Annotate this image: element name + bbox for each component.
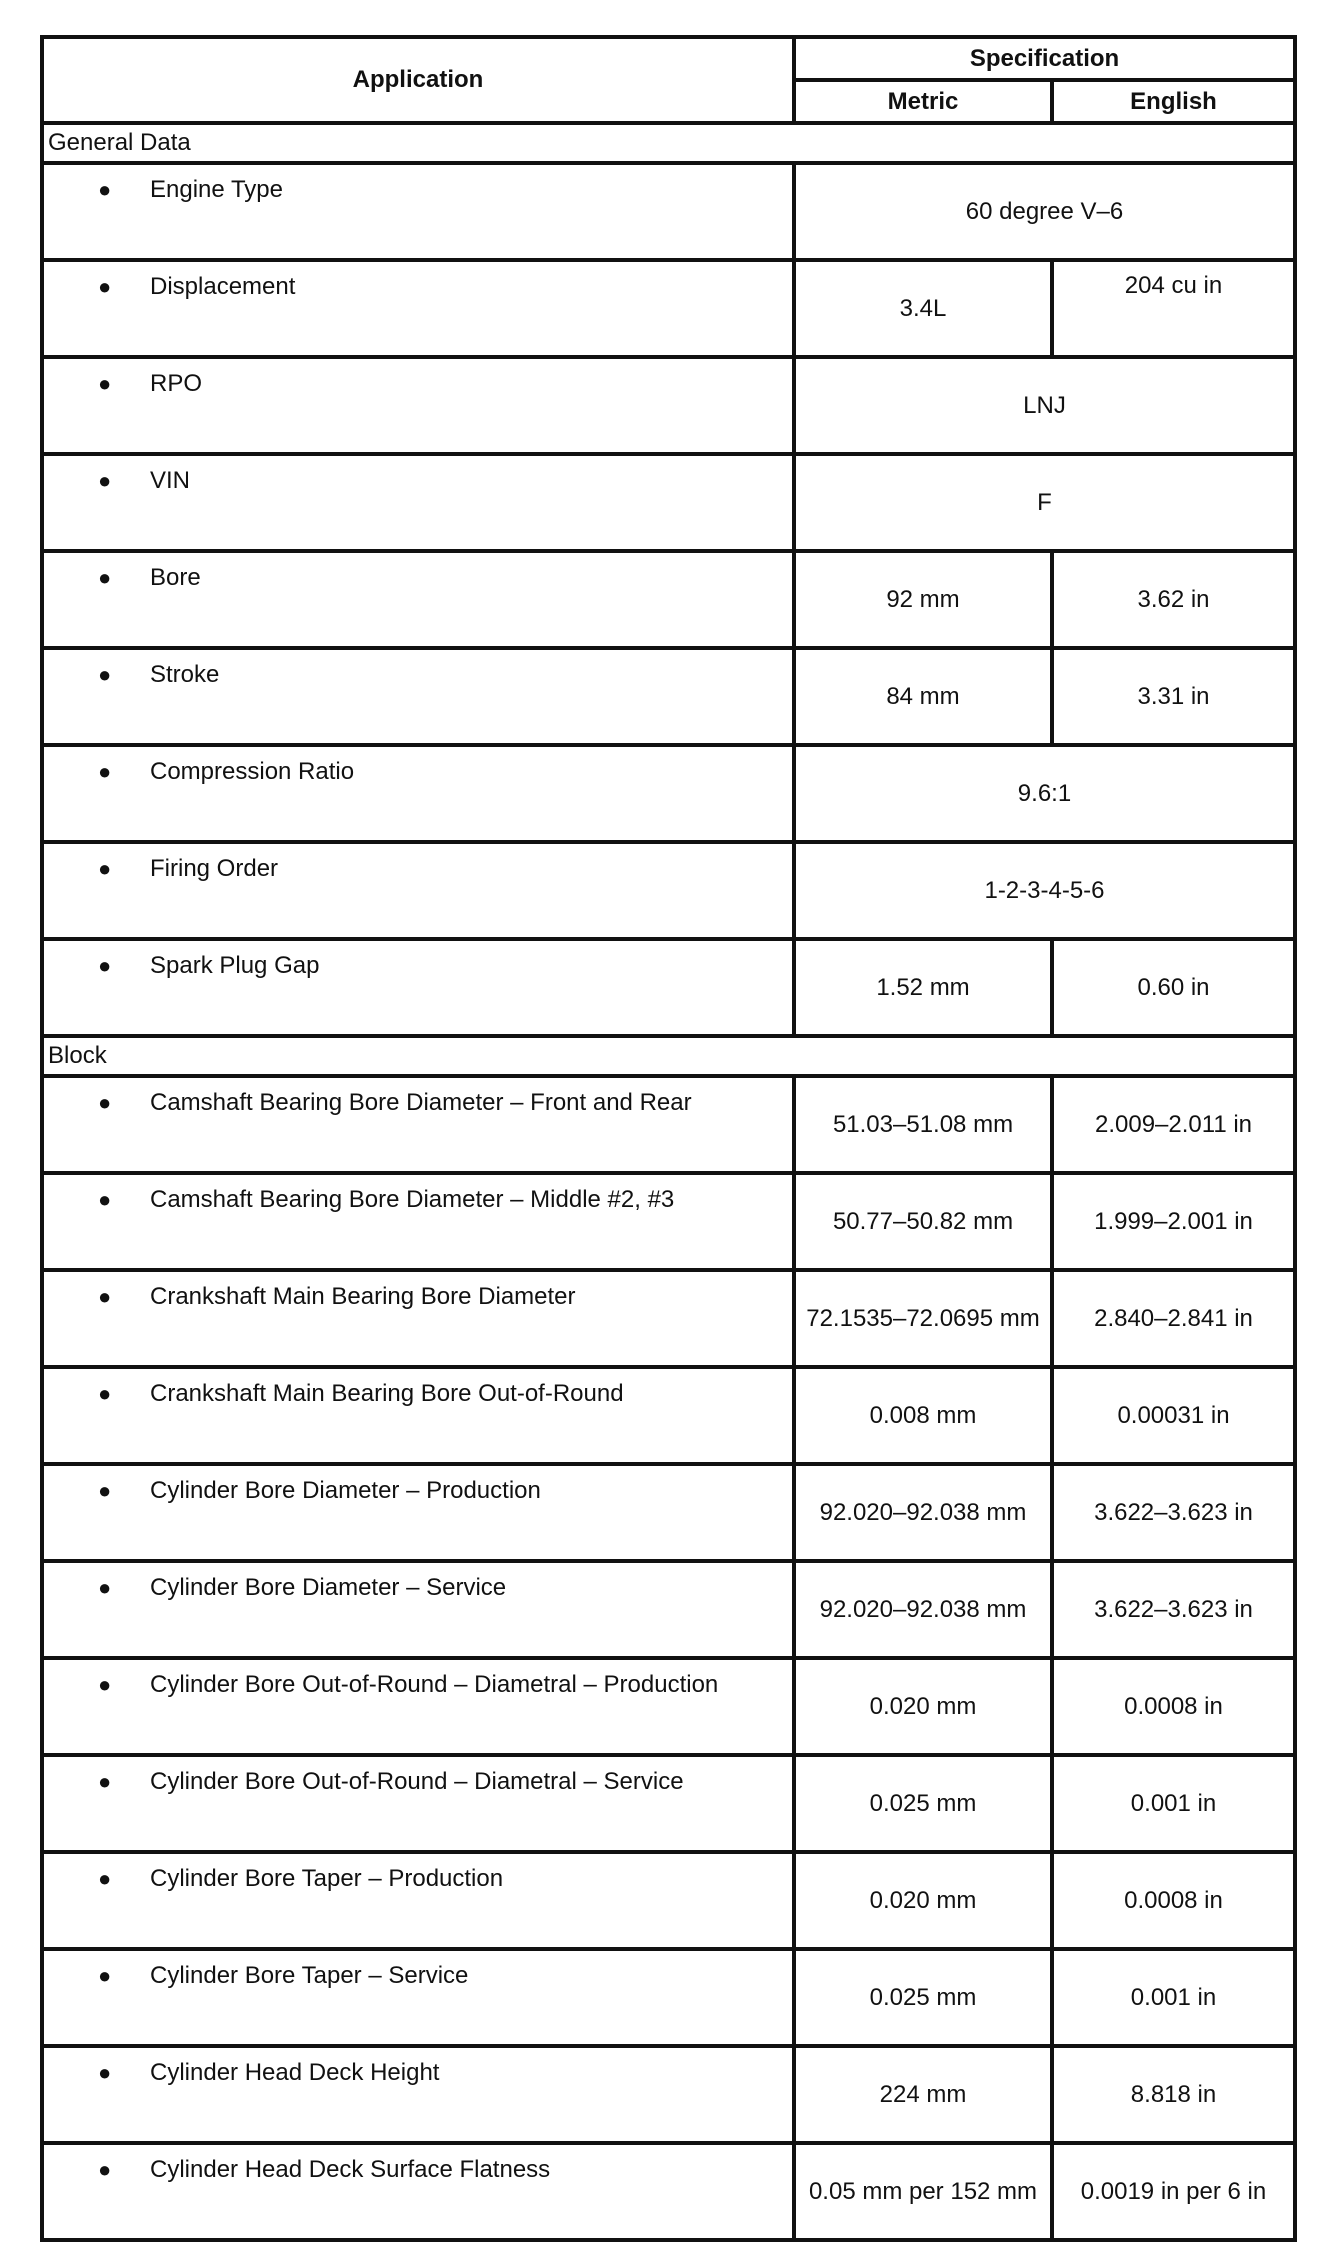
english-value: 2.009–2.011 in [1052,1076,1295,1173]
english-value: 0.0019 in per 6 in [1052,2143,1295,2240]
bullet-icon: ● [98,1963,112,1988]
section-row [42,123,1295,163]
table-row [42,260,1295,357]
application-cell [42,648,794,745]
bullet-icon: ● [98,1866,112,1891]
metric-value: 0.008 mm [794,1367,1052,1464]
metric-value: 0.020 mm [794,1658,1052,1755]
table-row [42,745,1295,842]
table-row [42,842,1295,939]
bullet-icon: ● [98,2060,112,2085]
application-cell [42,842,794,939]
metric-value: 72.1535–72.0695 mm [794,1270,1052,1367]
english-value: 3.31 in [1052,648,1295,745]
bullet-icon: ● [98,953,112,978]
table-row [42,454,1295,551]
bullet-icon: ● [98,1769,112,1794]
section-row [42,1036,1295,1076]
application-cell [42,939,794,1036]
application-label: Crankshaft Main Bearing Bore Diameter [150,1283,576,1310]
application-label: Cylinder Bore Out-of-Round – Diametral – Production [150,1671,719,1698]
metric-header: Metric [794,80,1052,123]
table-row [42,1173,1295,1270]
application-cell [42,1852,794,1949]
table-row [42,163,1295,260]
table-body [42,123,1295,2240]
table-row [42,551,1295,648]
specification-value: 60 degree V–6 [794,163,1295,260]
specification-value: LNJ [794,357,1295,454]
metric-value: 0.025 mm [794,1949,1052,2046]
application-label: Cylinder Bore Out-of-Round – Diametral – Service [150,1768,684,1795]
bullet-icon: ● [98,565,112,590]
metric-value: 0.025 mm [794,1755,1052,1852]
bullet-icon: ● [98,759,112,784]
english-value: 204 cu in [1052,260,1295,357]
metric-value: 3.4L [794,260,1052,357]
english-value: 3.622–3.623 in [1052,1561,1295,1658]
metric-value: 0.05 mm per 152 mm [794,2143,1052,2240]
bullet-icon: ● [98,177,112,202]
table-row [42,1464,1295,1561]
application-label: Cylinder Bore Diameter – Service [150,1574,507,1601]
bullet-icon: ● [98,371,112,396]
section-title: General Data [42,123,1295,163]
application-label: Firing Order [150,855,279,882]
english-value: 2.840–2.841 in [1052,1270,1295,1367]
table-row [42,1755,1295,1852]
table-row [42,1367,1295,1464]
table-row [42,1561,1295,1658]
metric-value: 92.020–92.038 mm [794,1464,1052,1561]
application-label: Engine Type [150,176,283,203]
metric-value: 224 mm [794,2046,1052,2143]
bullet-icon: ● [98,856,112,881]
bullet-icon: ● [98,1672,112,1697]
application-label: Cylinder Bore Taper – Production [150,1865,504,1892]
specification-value: F [794,454,1295,551]
application-cell [42,357,794,454]
application-cell [42,1076,794,1173]
metric-value: 0.020 mm [794,1852,1052,1949]
table-row [42,2046,1295,2143]
application-label: Cylinder Bore Taper – Service [150,1962,469,1989]
application-cell [42,745,794,842]
english-value: 0.00031 in [1052,1367,1295,1464]
application-label: Displacement [150,273,296,300]
application-cell [42,1464,794,1561]
english-value: 0.60 in [1052,939,1295,1036]
application-label: Cylinder Head Deck Surface Flatness [150,2156,551,2183]
application-header: Application [42,37,794,123]
application-cell [42,1949,794,2046]
table-row [42,1949,1295,2046]
specification-value: 9.6:1 [794,745,1295,842]
application-label: Compression Ratio [150,758,355,785]
application-cell [42,1561,794,1658]
application-cell [42,2046,794,2143]
table-row [42,1852,1295,1949]
application-label: Camshaft Bearing Bore Diameter – Middle #2, #3 [150,1186,675,1213]
english-value: 8.818 in [1052,2046,1295,2143]
bullet-icon: ● [98,468,112,493]
bullet-icon: ● [98,274,112,299]
application-label: Spark Plug Gap [150,952,320,979]
english-value: 3.62 in [1052,551,1295,648]
application-label: RPO [150,370,203,397]
metric-value: 92 mm [794,551,1052,648]
section-title: Block [42,1036,1295,1076]
metric-value: 1.52 mm [794,939,1052,1036]
metric-value: 84 mm [794,648,1052,745]
table-row [42,1076,1295,1173]
specification-header: Specification [794,37,1295,80]
bullet-icon: ● [98,1575,112,1600]
bullet-icon: ● [98,1090,112,1115]
table-row [42,357,1295,454]
english-value: 3.622–3.623 in [1052,1464,1295,1561]
application-label: Bore [150,564,201,591]
table-row [42,1658,1295,1755]
application-cell [42,1270,794,1367]
bullet-icon: ● [98,2157,112,2182]
english-value: 0.001 in [1052,1755,1295,1852]
application-cell [42,454,794,551]
specification-value: 1-2-3-4-5-6 [794,842,1295,939]
metric-value: 51.03–51.08 mm [794,1076,1052,1173]
metric-value: 92.020–92.038 mm [794,1561,1052,1658]
table-row [42,648,1295,745]
english-value: 1.999–2.001 in [1052,1173,1295,1270]
application-cell [42,260,794,357]
english-value: 0.0008 in [1052,1852,1295,1949]
english-header: English [1052,80,1295,123]
application-cell [42,1173,794,1270]
bullet-icon: ● [98,1478,112,1503]
application-label: Stroke [150,661,220,688]
english-value: 0.001 in [1052,1949,1295,2046]
application-cell [42,1755,794,1852]
english-value: 0.0008 in [1052,1658,1295,1755]
application-cell [42,551,794,648]
table-row [42,1270,1295,1367]
specification-table [40,35,1297,2242]
application-label: VIN [150,467,191,494]
bullet-icon: ● [98,1187,112,1212]
application-label: Cylinder Bore Diameter – Production [150,1477,541,1504]
application-label: Cylinder Head Deck Height [150,2059,440,2086]
metric-value: 50.77–50.82 mm [794,1173,1052,1270]
application-cell [42,1367,794,1464]
application-cell [42,1658,794,1755]
application-label: Camshaft Bearing Bore Diameter – Front and Rear [150,1089,692,1116]
bullet-icon: ● [98,1284,112,1309]
spec-sheet [40,35,1297,2242]
bullet-icon: ● [98,1381,112,1406]
table-row [42,2143,1295,2240]
application-cell [42,2143,794,2240]
application-label: Crankshaft Main Bearing Bore Out-of-Round [150,1380,624,1407]
table-row [42,939,1295,1036]
bullet-icon: ● [98,662,112,687]
application-cell [42,163,794,260]
